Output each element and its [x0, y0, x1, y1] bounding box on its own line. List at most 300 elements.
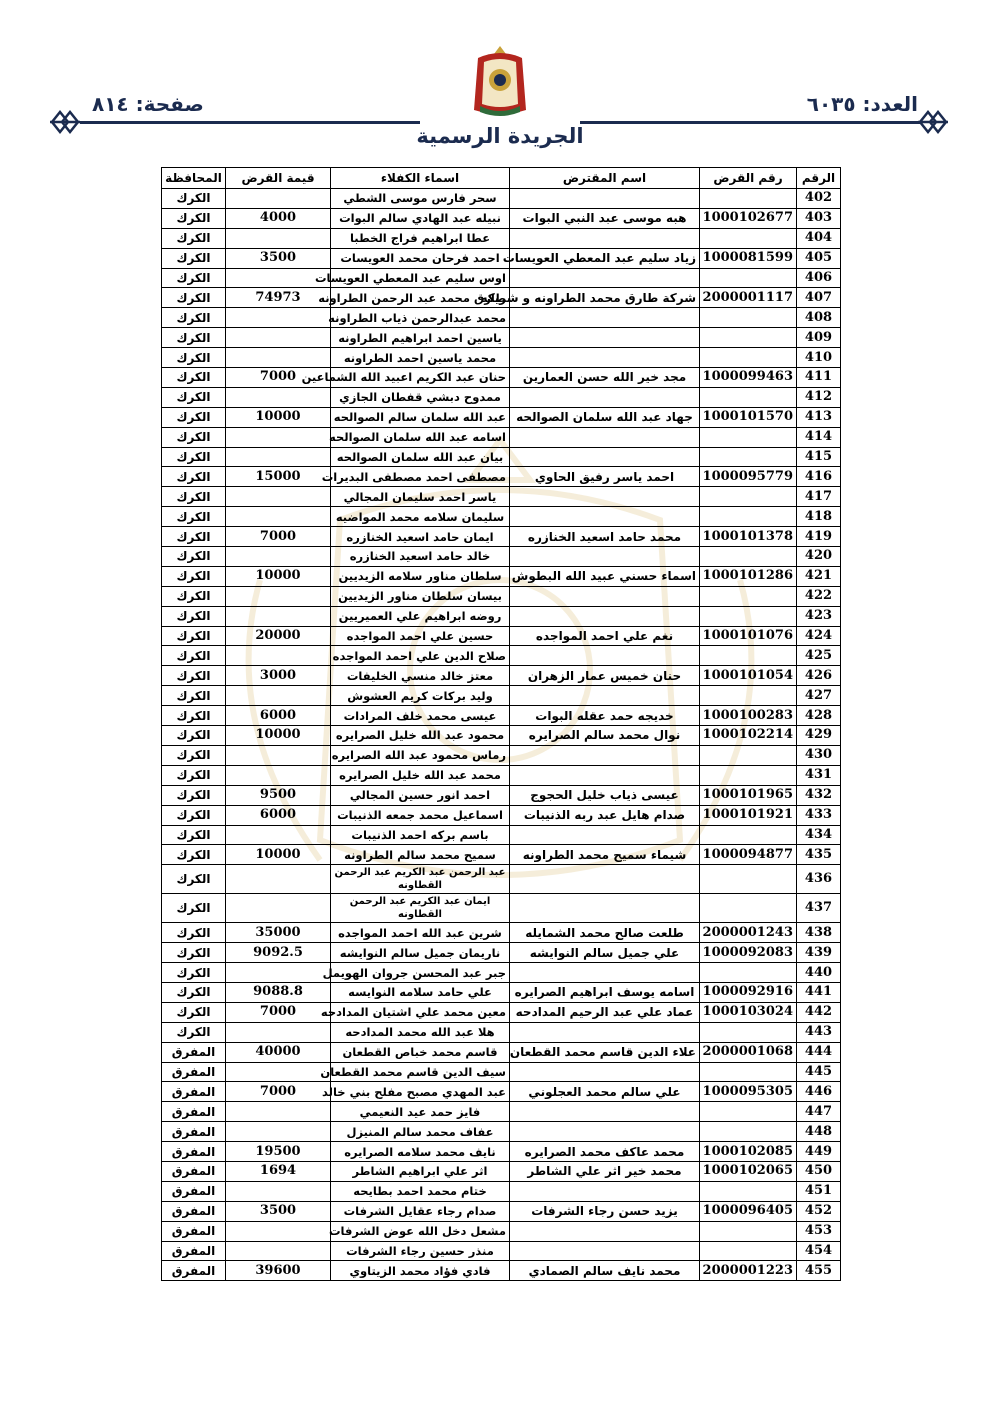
table-row — [162, 1082, 841, 1102]
governorate: الكرك — [162, 427, 226, 447]
row-number: 415 — [797, 447, 841, 467]
table-row — [162, 447, 841, 467]
guarantor-name: ياسين احمد ابراهيم الطراونه — [331, 328, 510, 348]
governorate: المفرق — [162, 1181, 226, 1201]
borrower-name: هبه موسى عبد النبي البوات — [510, 208, 700, 228]
borrower-name — [510, 825, 700, 845]
row-number: 407 — [797, 288, 841, 308]
guarantor-name: سلطان مناور سلامه الزيديين — [331, 566, 510, 586]
guarantor-name: هلا عبد الله محمد المدادحه — [331, 1022, 510, 1042]
loan-amount: 7000 — [226, 1002, 331, 1022]
loan-number — [700, 1122, 797, 1142]
table-row — [162, 706, 841, 726]
guarantor-name: مشعل دخل الله عوض الشرفات — [331, 1221, 510, 1241]
loan-number — [700, 1062, 797, 1082]
issue-number: العدد: ٦٠٣٥ — [806, 92, 918, 116]
loan-number: 1000102677 — [700, 208, 797, 228]
borrower-name: علاء الدين قاسم محمد القطعان — [510, 1042, 700, 1062]
row-number: 439 — [797, 943, 841, 963]
row-number: 425 — [797, 646, 841, 666]
loan-amount — [226, 228, 331, 248]
table-row — [162, 1022, 841, 1042]
guarantor-name: محمد ياسين احمد الطراونه — [331, 348, 510, 368]
guarantor-name: منذر حسين رجاء الشرفات — [331, 1241, 510, 1261]
loan-amount — [226, 825, 331, 845]
borrower-name — [510, 1221, 700, 1241]
table-row — [162, 348, 841, 368]
loan-number — [700, 1241, 797, 1261]
loan-amount — [226, 1181, 331, 1201]
borrower-name — [510, 308, 700, 328]
governorate: الكرك — [162, 943, 226, 963]
page-header — [0, 0, 1000, 165]
guarantor-name: احمد انور حسين المجالي — [331, 785, 510, 805]
borrower-name — [510, 606, 700, 626]
guarantor-name: روضه ابراهيم علي العميريين — [331, 606, 510, 626]
borrower-name — [510, 268, 700, 288]
row-number: 404 — [797, 228, 841, 248]
loan-amount: 1694 — [226, 1161, 331, 1181]
governorate: الكرك — [162, 328, 226, 348]
table-row — [162, 963, 841, 983]
governorate: الكرك — [162, 785, 226, 805]
loan-number: 1000092916 — [700, 982, 797, 1002]
loan-amount — [226, 487, 331, 507]
loan-amount: 74973 — [226, 288, 331, 308]
loan-amount — [226, 328, 331, 348]
borrower-name — [510, 447, 700, 467]
guarantor-name: محمد عبدالرحمن ذياب الطراونه — [331, 308, 510, 328]
loan-amount — [226, 1102, 331, 1122]
row-number: 442 — [797, 1002, 841, 1022]
table-row — [162, 566, 841, 586]
borrower-name — [510, 547, 700, 567]
guarantor-name: باسم بركه احمد الذنيبات — [331, 825, 510, 845]
row-number: 453 — [797, 1221, 841, 1241]
governorate: المفرق — [162, 1142, 226, 1162]
guarantor-name: فايز حمد عيد النعيمي — [331, 1102, 510, 1122]
governorate: الكرك — [162, 507, 226, 527]
borrower-name: عماد علي عبد الرحيم المدادحه — [510, 1002, 700, 1022]
table-row — [162, 646, 841, 666]
table-row — [162, 308, 841, 328]
governorate: الكرك — [162, 268, 226, 288]
governorate: الكرك — [162, 805, 226, 825]
guarantor-name: نبيله عبد الهادي سالم البوات — [331, 208, 510, 228]
table-row — [162, 805, 841, 825]
loan-amount: 3000 — [226, 666, 331, 686]
borrower-name: عيسى ذياب خليل الحجوج — [510, 785, 700, 805]
table-row — [162, 825, 841, 845]
loan-number — [700, 268, 797, 288]
loan-number — [700, 487, 797, 507]
governorate: الكرك — [162, 308, 226, 328]
table-row — [162, 785, 841, 805]
borrower-name — [510, 348, 700, 368]
loan-number — [700, 507, 797, 527]
table-row — [162, 208, 841, 228]
loan-amount — [226, 586, 331, 606]
loan-amount: 7000 — [226, 527, 331, 547]
row-number: 414 — [797, 427, 841, 447]
row-number: 433 — [797, 805, 841, 825]
table-row — [162, 1181, 841, 1201]
loan-amount — [226, 447, 331, 467]
governorate: المفرق — [162, 1261, 226, 1281]
governorate: الكرك — [162, 825, 226, 845]
table-row — [162, 982, 841, 1002]
loan-amount — [226, 686, 331, 706]
guarantor-name: عبد الرحمن عبد الكريم عبد الرحمن القطاونه — [331, 865, 510, 894]
table-row — [162, 1002, 841, 1022]
loan-number — [700, 606, 797, 626]
borrower-name: طلعت صالح محمد الشمايله — [510, 923, 700, 943]
row-number: 428 — [797, 706, 841, 726]
governorate: المفرق — [162, 1042, 226, 1062]
loan-number: 1000095779 — [700, 467, 797, 487]
table-row — [162, 467, 841, 487]
borrower-name: شركة طارق محمد الطراونه و شريكه — [510, 288, 700, 308]
governorate: الكرك — [162, 288, 226, 308]
table-row — [162, 1261, 841, 1281]
knot-ornament-icon — [48, 108, 82, 136]
row-number: 444 — [797, 1042, 841, 1062]
loan-number — [700, 865, 797, 894]
loan-number: 1000095305 — [700, 1082, 797, 1102]
loan-amount — [226, 963, 331, 983]
header-loan-number: رقم القرض — [700, 168, 797, 189]
borrower-name: يزيد حسن رجاء الشرفات — [510, 1201, 700, 1221]
loan-number — [700, 1022, 797, 1042]
loan-number: 1000092083 — [700, 943, 797, 963]
table-header-row — [162, 168, 841, 189]
table-row — [162, 368, 841, 388]
loan-number: 1000101286 — [700, 566, 797, 586]
guarantor-name: بيان عبد الله سلمان الصوالحه — [331, 447, 510, 467]
row-number: 430 — [797, 745, 841, 765]
guarantor-name: سحر فارس موسى الشطي — [331, 189, 510, 209]
table-row — [162, 745, 841, 765]
table-row — [162, 527, 841, 547]
borrower-name: محمد عاكف محمد الصرايره — [510, 1142, 700, 1162]
guarantor-name: عبد الله سلمان سالم الصوالحه — [331, 407, 510, 427]
row-number: 413 — [797, 407, 841, 427]
borrower-name — [510, 586, 700, 606]
table-row — [162, 845, 841, 865]
loan-amount — [226, 1122, 331, 1142]
governorate: الكرك — [162, 626, 226, 646]
loan-number — [700, 646, 797, 666]
row-number: 427 — [797, 686, 841, 706]
loan-number: 1000101076 — [700, 626, 797, 646]
loan-number: 1000103024 — [700, 1002, 797, 1022]
borrower-name — [510, 646, 700, 666]
loan-number — [700, 447, 797, 467]
row-number: 436 — [797, 865, 841, 894]
guarantor-name: معتز خالد منسي الخليفات — [331, 666, 510, 686]
loan-number — [700, 387, 797, 407]
governorate: الكرك — [162, 745, 226, 765]
governorate: الكرك — [162, 447, 226, 467]
guarantor-name: معين محمد علي اشتيان المدادحه — [331, 1002, 510, 1022]
guarantor-name: سميح محمد سالم الطراونه — [331, 845, 510, 865]
guarantor-name: اوس سليم عبد المعطي العويسات — [331, 268, 510, 288]
loan-amount — [226, 387, 331, 407]
loan-number: 1000102065 — [700, 1161, 797, 1181]
loan-number: 1000094877 — [700, 845, 797, 865]
loan-amount: 20000 — [226, 626, 331, 646]
loan-amount: 3500 — [226, 1201, 331, 1221]
guarantor-name: محمد عبد الله خليل الصرايره — [331, 765, 510, 785]
borrower-name: حنان خميس عمار الزهران — [510, 666, 700, 686]
borrower-name — [510, 894, 700, 923]
row-number: 429 — [797, 726, 841, 746]
row-number: 443 — [797, 1022, 841, 1042]
borrower-name — [510, 387, 700, 407]
governorate: الكرك — [162, 208, 226, 228]
loan-number — [700, 894, 797, 923]
guarantor-name: عبد المهدي مصبح مفلح بني خالد — [331, 1082, 510, 1102]
loan-number — [700, 348, 797, 368]
borrower-name: نوال محمد سالم الصرايره — [510, 726, 700, 746]
table-row — [162, 228, 841, 248]
guarantor-name: اسماعيل محمد جمعه الذنيبات — [331, 805, 510, 825]
loan-amount: 9500 — [226, 785, 331, 805]
jordan-coat-of-arms-icon — [470, 44, 530, 120]
loan-amount — [226, 606, 331, 626]
table-row — [162, 547, 841, 567]
governorate: المفرق — [162, 1122, 226, 1142]
loan-amount — [226, 308, 331, 328]
row-number: 424 — [797, 626, 841, 646]
governorate: الكرك — [162, 189, 226, 209]
row-number: 409 — [797, 328, 841, 348]
borrower-name — [510, 765, 700, 785]
borrower-name: زياد سليم عبد المعطي العويسات — [510, 248, 700, 268]
loan-number: 1000101965 — [700, 785, 797, 805]
table-row — [162, 1102, 841, 1122]
table-row — [162, 288, 841, 308]
table-row — [162, 1142, 841, 1162]
guarantor-name: صدام رجاء عقايل الشرفات — [331, 1201, 510, 1221]
row-number: 416 — [797, 467, 841, 487]
table-row — [162, 1062, 841, 1082]
row-number: 455 — [797, 1261, 841, 1281]
governorate: الكرك — [162, 228, 226, 248]
loan-number — [700, 228, 797, 248]
loan-number: 1000101054 — [700, 666, 797, 686]
table-row — [162, 507, 841, 527]
governorate: الكرك — [162, 982, 226, 1002]
governorate: الكرك — [162, 963, 226, 983]
guarantor-name: حسين علي احمد المواجده — [331, 626, 510, 646]
borrower-name — [510, 686, 700, 706]
header-borrower-name: اسم المقترض — [510, 168, 700, 189]
row-number: 431 — [797, 765, 841, 785]
governorate: الكرك — [162, 706, 226, 726]
borrower-name — [510, 487, 700, 507]
borrower-name — [510, 1102, 700, 1122]
governorate: المفرق — [162, 1102, 226, 1122]
guarantor-name: ممدوح دبشي قفطان الجازي — [331, 387, 510, 407]
governorate: الكرك — [162, 348, 226, 368]
borrower-name — [510, 1122, 700, 1142]
loan-number: 2000001068 — [700, 1042, 797, 1062]
guarantor-name: طارق محمد عبد الرحمن الطراونه — [331, 288, 510, 308]
loan-number — [700, 586, 797, 606]
loan-amount: 10000 — [226, 407, 331, 427]
loan-number — [700, 1221, 797, 1241]
borrower-name: اسامه يوسف ابراهيم الصرايره — [510, 982, 700, 1002]
loan-number: 1000101570 — [700, 407, 797, 427]
guarantor-name: عيسى محمد خلف المرادات — [331, 706, 510, 726]
row-number: 445 — [797, 1062, 841, 1082]
governorate: الكرك — [162, 566, 226, 586]
loan-number — [700, 1102, 797, 1122]
guarantor-name: عطا ابراهيم فراج الخطبا — [331, 228, 510, 248]
governorate: الكرك — [162, 646, 226, 666]
guarantor-name: ختام محمد احمد بطايحه — [331, 1181, 510, 1201]
loan-number: 2000001223 — [700, 1261, 797, 1281]
guarantor-name: ايمان حامد اسعيد الخنازره — [331, 527, 510, 547]
table-row — [162, 586, 841, 606]
loan-amount: 10000 — [226, 566, 331, 586]
table-row — [162, 686, 841, 706]
governorate: الكرك — [162, 487, 226, 507]
loan-amount: 4000 — [226, 208, 331, 228]
borrower-name: خديجه حمد عقله البوات — [510, 706, 700, 726]
row-number: 408 — [797, 308, 841, 328]
loan-amount — [226, 894, 331, 923]
table-row — [162, 894, 841, 923]
row-number: 434 — [797, 825, 841, 845]
row-number: 437 — [797, 894, 841, 923]
guarantor-name: علي حامد سلامه النوايسه — [331, 982, 510, 1002]
loan-number: 1000096405 — [700, 1201, 797, 1221]
governorate: الكرك — [162, 248, 226, 268]
loan-number — [700, 765, 797, 785]
borrower-name — [510, 1181, 700, 1201]
governorate: الكرك — [162, 865, 226, 894]
loan-number: 1000081599 — [700, 248, 797, 268]
loan-amount: 9088.8 — [226, 982, 331, 1002]
row-number: 438 — [797, 923, 841, 943]
governorate: الكرك — [162, 547, 226, 567]
header-rule-left — [80, 121, 420, 124]
governorate: الكرك — [162, 765, 226, 785]
loan-amount: 10000 — [226, 845, 331, 865]
borrower-name: احمد ياسر رفيق الحاوي — [510, 467, 700, 487]
table-row — [162, 765, 841, 785]
governorate: الكرك — [162, 606, 226, 626]
row-number: 402 — [797, 189, 841, 209]
borrower-name — [510, 963, 700, 983]
governorate: الكرك — [162, 666, 226, 686]
table-row — [162, 427, 841, 447]
borrower-name: شيماء سميح محمد الطراونه — [510, 845, 700, 865]
loan-amount — [226, 507, 331, 527]
borrower-name — [510, 189, 700, 209]
borrower-name — [510, 328, 700, 348]
loan-amount — [226, 865, 331, 894]
governorate: الكرك — [162, 686, 226, 706]
loan-amount — [226, 646, 331, 666]
row-number: 447 — [797, 1102, 841, 1122]
header-number: الرقم — [797, 168, 841, 189]
table-row — [162, 626, 841, 646]
guarantor-name: مصطفى احمد مصطفى البديرات — [331, 467, 510, 487]
governorate: الكرك — [162, 586, 226, 606]
table-row — [162, 268, 841, 288]
table-row — [162, 943, 841, 963]
table-row — [162, 189, 841, 209]
table-row — [162, 1122, 841, 1142]
guarantor-name: سيف الدين قاسم محمد القطعان — [331, 1062, 510, 1082]
guarantor-name: حنان عبد الكريم اعبيد الله الشماعين — [331, 368, 510, 388]
row-number: 418 — [797, 507, 841, 527]
guarantor-name: سليمان سلامه محمد المواضيه — [331, 507, 510, 527]
loan-amount — [226, 1022, 331, 1042]
loan-number: 1000100283 — [700, 706, 797, 726]
row-number: 454 — [797, 1241, 841, 1261]
borrower-name: علي سالم محمد العجلوني — [510, 1082, 700, 1102]
governorate: الكرك — [162, 726, 226, 746]
guarantor-name: ايمان عبد الكريم عبد الرحمن القطاونه — [331, 894, 510, 923]
borrower-name: محمد خير اثر علي الشاطر — [510, 1161, 700, 1181]
borrower-name: مجد خير الله حسن العمارين — [510, 368, 700, 388]
table-row — [162, 248, 841, 268]
governorate: الكرك — [162, 527, 226, 547]
borrower-name — [510, 1241, 700, 1261]
governorate: الكرك — [162, 407, 226, 427]
borrower-name: اسماء حسني عبيد الله البطوش — [510, 566, 700, 586]
borrower-name: جهاد عبد الله سلمان الصوالحه — [510, 407, 700, 427]
row-number: 423 — [797, 606, 841, 626]
governorate: الكرك — [162, 368, 226, 388]
loan-amount — [226, 745, 331, 765]
loan-number — [700, 328, 797, 348]
governorate: الكرك — [162, 845, 226, 865]
loan-number — [700, 189, 797, 209]
row-number: 420 — [797, 547, 841, 567]
table-row — [162, 726, 841, 746]
table-body — [162, 189, 841, 1281]
table-row — [162, 865, 841, 894]
loan-amount: 40000 — [226, 1042, 331, 1062]
loan-amount: 39600 — [226, 1261, 331, 1281]
table-row — [162, 1201, 841, 1221]
borrower-name: نغم علي احمد المواجده — [510, 626, 700, 646]
borrower-name: صدام هايل عبد ربه الذنيبات — [510, 805, 700, 825]
governorate: المفرق — [162, 1201, 226, 1221]
guarantor-name: خالد حامد اسعيد الخنازره — [331, 547, 510, 567]
row-number: 406 — [797, 268, 841, 288]
guarantor-name: وليد بركات كريم العشوش — [331, 686, 510, 706]
loan-number — [700, 686, 797, 706]
loans-table — [161, 167, 841, 1281]
loan-amount: 35000 — [226, 923, 331, 943]
guarantor-name: احمد فرحان محمد العويسات — [331, 248, 510, 268]
loan-amount — [226, 348, 331, 368]
table-row — [162, 407, 841, 427]
borrower-name — [510, 865, 700, 894]
page-number: صفحة: ٨١٤ — [92, 92, 204, 116]
loan-amount: 7000 — [226, 368, 331, 388]
guarantor-name: شرين عبد الله احمد المواجده — [331, 923, 510, 943]
row-number: 417 — [797, 487, 841, 507]
guarantor-name: ناريمان جميل سالم النوايشه — [331, 943, 510, 963]
loan-number — [700, 547, 797, 567]
